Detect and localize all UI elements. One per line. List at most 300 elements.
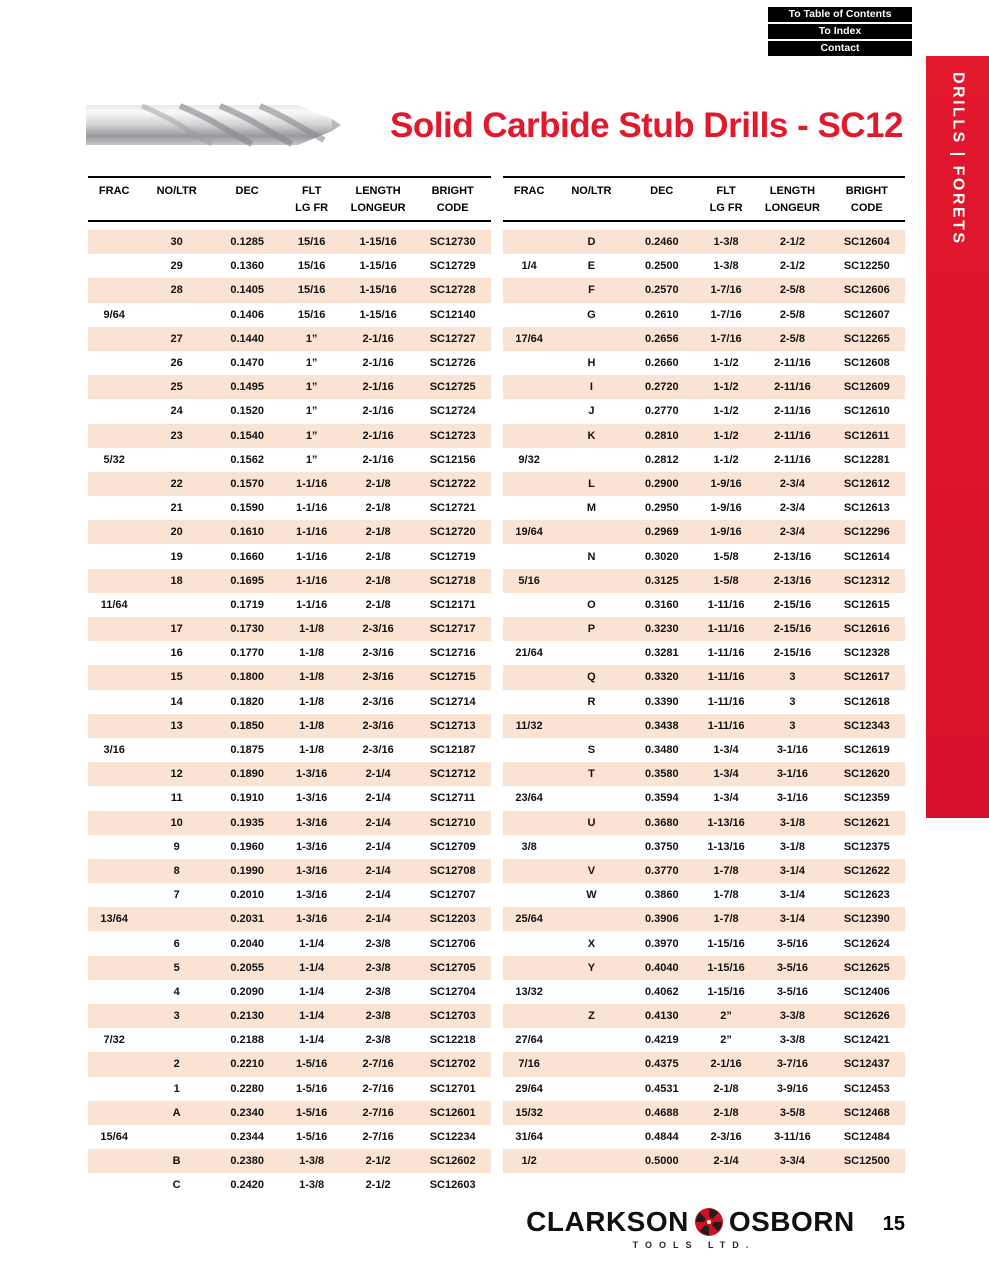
table-cell: 0.1520	[230, 405, 264, 418]
table-cell: 0.2810	[644, 429, 679, 442]
table-cell: 2-1/16	[362, 405, 394, 418]
table-cell: 1-1/4	[299, 937, 325, 950]
table-cell: 3-7/16	[776, 1058, 809, 1071]
table-row	[503, 230, 905, 254]
table-cell: 0.2950	[644, 502, 679, 515]
table-cell: 0.3160	[644, 598, 679, 611]
table-cell: Y	[587, 961, 596, 974]
table-cell: SC12703	[429, 1010, 476, 1023]
table-cell: SC12421	[843, 1034, 890, 1047]
table-cell: SC12621	[843, 816, 890, 829]
table-cell: 11	[170, 792, 183, 805]
table-cell: 1-11/16	[707, 671, 745, 684]
table-cell: 1-5/8	[713, 550, 739, 563]
table-cell: SC12618	[843, 695, 890, 708]
table-cell: 1”	[305, 381, 318, 394]
table-cell: 2-5/8	[779, 284, 805, 297]
table-cell: SC12453	[843, 1082, 890, 1095]
table-row	[88, 786, 491, 810]
table-cell: 1-3/16	[296, 768, 328, 781]
table-cell: 2-1/8	[365, 502, 391, 515]
table-cell: 15/64	[100, 1131, 128, 1144]
table-cell: 2-13/16	[773, 574, 812, 587]
table-cell: 2-1/16	[362, 453, 394, 466]
table-cell: SC12171	[429, 598, 476, 611]
table-cell: 1-3/8	[713, 236, 739, 249]
table-cell: 0.1570	[230, 477, 264, 490]
table-row	[88, 956, 491, 980]
table-cell: 0.2420	[230, 1179, 264, 1192]
table-cell: 1-3/16	[296, 864, 328, 877]
table-cell: 0.3320	[644, 671, 679, 684]
table-cell: SC12626	[843, 1010, 890, 1023]
table-cell: 0.3125	[644, 574, 679, 587]
table-cell: 1-1/16	[296, 550, 328, 563]
table-cell: 2-1/8	[365, 574, 391, 587]
table-cell: 1-7/8	[713, 889, 739, 902]
table-cell: 2-3/4	[779, 477, 805, 490]
table-cell: 0.5000	[644, 1155, 679, 1168]
table-cell: 1-5/16	[296, 1131, 328, 1144]
table-cell: 2-3/16	[362, 695, 394, 708]
table-cell: 0.1285	[230, 236, 264, 249]
brand-row	[526, 1206, 855, 1238]
drill-bit-photo-svg	[84, 90, 346, 162]
table-cell: 3-1/16	[776, 768, 809, 781]
table-row	[88, 544, 491, 568]
table-cell: 3-9/16	[776, 1082, 809, 1095]
table-cell: 1-11/16	[707, 598, 745, 611]
table-cell: SC12624	[843, 937, 890, 950]
table-cell: SC12707	[429, 889, 476, 902]
table-cell: 3	[789, 719, 796, 732]
table-cell: 28	[170, 284, 183, 297]
table-cell: 0.1405	[230, 284, 264, 297]
table-cell: 2-3/4	[779, 526, 805, 539]
table-cell: 0.4040	[644, 961, 679, 974]
table-row	[88, 569, 491, 593]
table-cell: 1-3/8	[299, 1179, 325, 1192]
table-cell: 3-1/4	[779, 889, 805, 902]
table-cell: 0.4062	[644, 985, 679, 998]
table-row	[503, 738, 905, 762]
table-cell: 19	[170, 550, 183, 563]
table-cell: 1-3/16	[296, 792, 328, 805]
drill-table-right	[503, 176, 905, 1173]
page-number: 15	[882, 1213, 905, 1235]
table-cell: 2-1/4	[365, 816, 391, 829]
table-cell: 9/64	[103, 308, 125, 321]
table-cell: 0.1770	[230, 647, 264, 660]
table-cell: 2”	[720, 1034, 732, 1047]
table-cell: U	[587, 816, 596, 829]
table-cell: H	[587, 357, 596, 370]
table-cell: 23/64	[515, 792, 543, 805]
table-cell: SC12468	[843, 1106, 890, 1119]
table-row	[88, 472, 491, 496]
table-row	[503, 1101, 905, 1125]
table-cell: 0.4531	[644, 1082, 679, 1095]
table-cell: 1-11/16	[707, 695, 745, 708]
table-row	[503, 1077, 905, 1101]
table-cell: 3-3/4	[779, 1155, 805, 1168]
table-cell: 11/32	[515, 719, 543, 732]
table-cell: 1-3/16	[296, 889, 328, 902]
table-cell: 3-11/16	[774, 1131, 811, 1144]
table-cell: 2-11/16	[774, 453, 811, 466]
table-cell: 0.2900	[644, 477, 679, 490]
table-row	[503, 424, 905, 448]
table-row	[503, 327, 905, 351]
table-cell: 12	[170, 768, 183, 781]
table-cell: 25/64	[515, 913, 543, 926]
table-row	[503, 762, 905, 786]
table-cell: 18	[170, 574, 183, 587]
table-header-left	[88, 176, 491, 222]
table-cell: 27	[170, 332, 183, 345]
table-cell: 0.1935	[230, 816, 264, 829]
table-row	[503, 956, 905, 980]
table-cell: 31/64	[515, 1131, 543, 1144]
table-row	[503, 811, 905, 835]
table-row	[503, 786, 905, 810]
table-cell: SC12203	[429, 913, 476, 926]
table-cell: SC12709	[429, 840, 476, 853]
table-cell: 1-1/16	[296, 502, 328, 515]
table-row	[503, 931, 905, 955]
table-row	[503, 472, 905, 496]
table-cell: 7/32	[103, 1034, 125, 1047]
table-cell: 2-1/2	[365, 1155, 391, 1168]
table-cell: 2-5/8	[779, 308, 805, 321]
table-cell: 2-7/16	[362, 1058, 394, 1071]
table-cell: 1-13/16	[707, 840, 745, 853]
table-cell: 0.2770	[644, 405, 679, 418]
table-cell: SC12722	[429, 477, 476, 490]
table-row	[503, 1028, 905, 1052]
table-cell: I	[589, 381, 593, 394]
table-cell: 1-13/16	[707, 816, 745, 829]
table-cell: 0.3281	[644, 647, 679, 660]
table-cell: 1	[173, 1082, 180, 1095]
table-cell: Q	[587, 671, 596, 684]
table-row	[88, 883, 491, 907]
table-cell: SC12612	[843, 477, 890, 490]
table-cell: 1-1/4	[299, 1034, 325, 1047]
table-row	[88, 448, 491, 472]
table-cell: 2-1/4	[365, 768, 391, 781]
table-cell: 1-1/16	[296, 477, 328, 490]
table-cell: 17	[170, 623, 183, 636]
table-cell: 0.3906	[644, 913, 679, 926]
table-cell: SC12714	[429, 695, 476, 708]
table-cell: 0.1800	[230, 671, 264, 684]
table-cell: SC12625	[843, 961, 890, 974]
table-row	[88, 375, 491, 399]
table-cell: 1-1/2	[713, 357, 739, 370]
table-cell: Z	[588, 1010, 595, 1023]
table-cell: 1-15/16	[359, 308, 397, 321]
table-cell: N	[587, 550, 596, 563]
table-cell: SC12343	[843, 719, 890, 732]
table-cell: 2-7/16	[362, 1106, 394, 1119]
table-cell: 0.1360	[230, 260, 264, 273]
table-row	[88, 399, 491, 423]
drill-bit-image	[84, 90, 346, 162]
table-row	[88, 641, 491, 665]
table-cell: 2-3/4	[779, 502, 805, 515]
table-cell: 0.1695	[230, 574, 264, 587]
nav-contact-button[interactable]: Contact	[768, 41, 912, 56]
table-cell: 0.2055	[230, 961, 264, 974]
table-cell: 0.1590	[230, 502, 264, 515]
table-row	[503, 907, 905, 931]
table-cell: 2-3/16	[362, 671, 394, 684]
table-row	[88, 254, 491, 278]
table-cell: 1-3/8	[713, 260, 739, 273]
table-cell: SC12375	[843, 840, 890, 853]
table-cell: 3-5/16	[776, 961, 809, 974]
table-cell: 2-1/16	[710, 1058, 742, 1071]
table-cell: 15/32	[515, 1106, 543, 1119]
nav-index-button[interactable]: To Index	[768, 24, 912, 39]
table-cell: 15	[170, 671, 183, 684]
table-cell: 0.2500	[644, 260, 679, 273]
table-cell: SC12727	[429, 332, 476, 345]
table-cell: SC12623	[843, 889, 890, 902]
table-cell: 2-1/2	[365, 1179, 391, 1192]
table-cell: 1-15/16	[707, 985, 745, 998]
table-cell: 24	[170, 405, 183, 418]
table-cell: 20	[170, 526, 183, 539]
table-cell: 0.2040	[230, 937, 264, 950]
table-cell: SC12620	[843, 768, 890, 781]
table-cell: O	[587, 598, 596, 611]
table-cell: 1-15/16	[707, 937, 745, 950]
table-cell: 2-11/16	[774, 357, 811, 370]
table-cell: 1-1/8	[299, 744, 325, 757]
table-cell: 0.1910	[230, 792, 264, 805]
table-cell: D	[587, 236, 596, 249]
table-cell: SC12717	[429, 623, 476, 636]
table-cell: SC12711	[430, 792, 476, 805]
table-cell: SC12611	[844, 429, 890, 442]
table-cell: 1”	[305, 453, 318, 466]
table-row	[503, 544, 905, 568]
table-cell: J	[588, 405, 595, 418]
table-cell: 3-5/16	[776, 985, 809, 998]
table-cell: 13	[170, 719, 183, 732]
table-row	[88, 327, 491, 351]
table-row	[88, 593, 491, 617]
table-cell: 0.4688	[644, 1106, 679, 1119]
table-cell: SC12615	[843, 598, 890, 611]
table-cell: 2-11/16	[774, 405, 811, 418]
table-row	[88, 278, 491, 302]
table-row	[503, 351, 905, 375]
table-cell: 15/16	[297, 308, 326, 321]
table-row	[88, 762, 491, 786]
table-cell: 13/64	[100, 913, 128, 926]
nav-table-of-contents-button[interactable]: To Table of Contents	[768, 7, 912, 22]
table-cell: 2-1/4	[713, 1155, 739, 1168]
table-cell: 0.1820	[230, 695, 264, 708]
table-cell: 5/16	[518, 574, 540, 587]
table-cell: SC12704	[429, 985, 476, 998]
table-cell: 0.3390	[644, 695, 679, 708]
table-cell: 0.3580	[644, 768, 679, 781]
table-cell: 17/64	[515, 332, 543, 345]
table-cell: 1-11/16	[707, 647, 745, 660]
table-cell: SC12715	[429, 671, 476, 684]
table-cell: SC12601	[429, 1106, 476, 1119]
table-cell: W	[586, 889, 597, 902]
table-cell: SC12705	[429, 961, 476, 974]
table-cell: 3	[789, 695, 796, 708]
table-cell: 1-1/2	[713, 381, 739, 394]
footer	[503, 1206, 905, 1250]
table-row	[88, 303, 491, 327]
table-cell: SC12187	[429, 744, 476, 757]
table-cell: 2-11/16	[774, 381, 811, 394]
table-row	[503, 641, 905, 665]
table-cell: SC12265	[843, 332, 890, 345]
table-cell: 2-7/16	[362, 1131, 394, 1144]
table-row	[88, 980, 491, 1004]
table-cell: SC12726	[429, 357, 476, 370]
column-header: LENGTH LONGEUR	[350, 185, 406, 214]
table-row	[88, 811, 491, 835]
column-header: BRIGHT CODE	[431, 185, 474, 214]
table-cell: SC12602	[429, 1155, 476, 1168]
table-cell: SC12718	[429, 574, 476, 587]
table-cell: 25	[170, 381, 183, 394]
table-cell: 1-1/16	[296, 574, 328, 587]
table-cell: 2-1/4	[365, 792, 391, 805]
table-row	[88, 1052, 491, 1076]
table-cell: 1-1/8	[299, 647, 325, 660]
table-cell: 0.3020	[644, 550, 679, 563]
table-cell: SC12616	[843, 623, 890, 636]
table-cell: 2-3/16	[362, 719, 394, 732]
table-cell: 0.2812	[644, 453, 679, 466]
table-cell: 1-5/16	[296, 1082, 328, 1095]
table-cell: 2-1/4	[365, 889, 391, 902]
table-cell: 9	[173, 840, 180, 853]
table-cell: 1”	[305, 429, 318, 442]
column-header: LENGTH LONGEUR	[764, 185, 820, 214]
table-cell: 2-3/16	[362, 744, 394, 757]
table-cell: 0.2010	[230, 889, 264, 902]
table-cell: SC12712	[429, 768, 476, 781]
table-cell: 0.1730	[230, 623, 264, 636]
table-row	[88, 1004, 491, 1028]
table-cell: 0.1495	[230, 381, 264, 394]
table-row	[503, 617, 905, 641]
table-row	[88, 690, 491, 714]
table-cell: 4	[173, 985, 180, 998]
table-cell: L	[588, 477, 595, 490]
table-cell: 0.1890	[230, 768, 264, 781]
table-cell: SC12723	[429, 429, 476, 442]
table-cell: 2-1/16	[362, 332, 394, 345]
column-header: DEC	[650, 185, 674, 197]
column-header: DEC	[235, 185, 259, 197]
table-cell: 0.1990	[230, 864, 264, 877]
table-cell: 2-1/16	[362, 429, 394, 442]
table-cell: 2-1/8	[365, 526, 391, 539]
table-cell: 0.1406	[230, 308, 264, 321]
table-cell: 3/16	[103, 744, 125, 757]
table-cell: 1-1/2	[713, 405, 739, 418]
table-body-left	[88, 230, 491, 1198]
table-cell: SC12437	[843, 1058, 890, 1071]
table-cell: 2-3/8	[365, 985, 391, 998]
column-header: NO/LTR	[156, 185, 197, 197]
column-header: FRAC	[98, 185, 130, 197]
table-cell: R	[587, 695, 596, 708]
table-cell: 7/16	[518, 1058, 540, 1071]
table-cell: 2-5/8	[779, 332, 805, 345]
table-cell: 3-5/8	[779, 1106, 805, 1119]
table-cell: 2-15/16	[773, 647, 812, 660]
table-cell: SC12156	[429, 453, 476, 466]
table-cell: 3/8	[521, 840, 537, 853]
table-cell: 10	[170, 816, 183, 829]
table-cell: 1-7/8	[713, 913, 739, 926]
table-cell: 0.1850	[230, 719, 264, 732]
table-cell: 2-1/16	[362, 357, 394, 370]
table-cell: 0.3970	[644, 937, 679, 950]
table-cell: 0.2130	[230, 1010, 264, 1023]
table-cell: 1-7/16	[710, 284, 742, 297]
table-cell: 2-1/8	[713, 1082, 739, 1095]
table-row	[88, 714, 491, 738]
table-cell: 2-3/8	[365, 961, 391, 974]
table-cell: SC12296	[843, 526, 890, 539]
table-cell: SC12603	[429, 1179, 476, 1192]
table-cell: 0.1960	[230, 840, 264, 853]
table-row	[503, 448, 905, 472]
table-cell: 21	[170, 502, 183, 515]
table-cell: SC12728	[429, 284, 476, 297]
table-cell: 1-15/16	[359, 284, 397, 297]
table-cell: SC12716	[429, 647, 476, 660]
table-cell: 2-1/4	[365, 913, 391, 926]
table-cell: 3-1/8	[779, 840, 805, 853]
brand-clarkson: CLARKSON	[526, 1206, 689, 1237]
table-row	[503, 375, 905, 399]
table-cell: 3	[173, 1010, 180, 1023]
table-row	[88, 835, 491, 859]
section-tab	[926, 56, 989, 818]
table-cell: 0.1719	[230, 598, 264, 611]
table-row	[88, 496, 491, 520]
table-cell: 1/4	[521, 260, 537, 273]
table-cell: 0.1562	[230, 453, 264, 466]
column-header: NO/LTR	[571, 185, 612, 197]
table-cell: 1”	[305, 405, 318, 418]
column-header: FLT LG FR	[709, 185, 743, 214]
table-row	[88, 1101, 491, 1125]
table-cell: 3-5/16	[776, 937, 809, 950]
table-cell: 0.1440	[230, 332, 264, 345]
table-row	[88, 230, 491, 254]
table-cell: 3-1/16	[776, 792, 809, 805]
section-tab-label: DRILLS | FORETS	[949, 72, 967, 246]
table-cell: 2-11/16	[774, 429, 811, 442]
table-cell: 1”	[305, 332, 318, 345]
